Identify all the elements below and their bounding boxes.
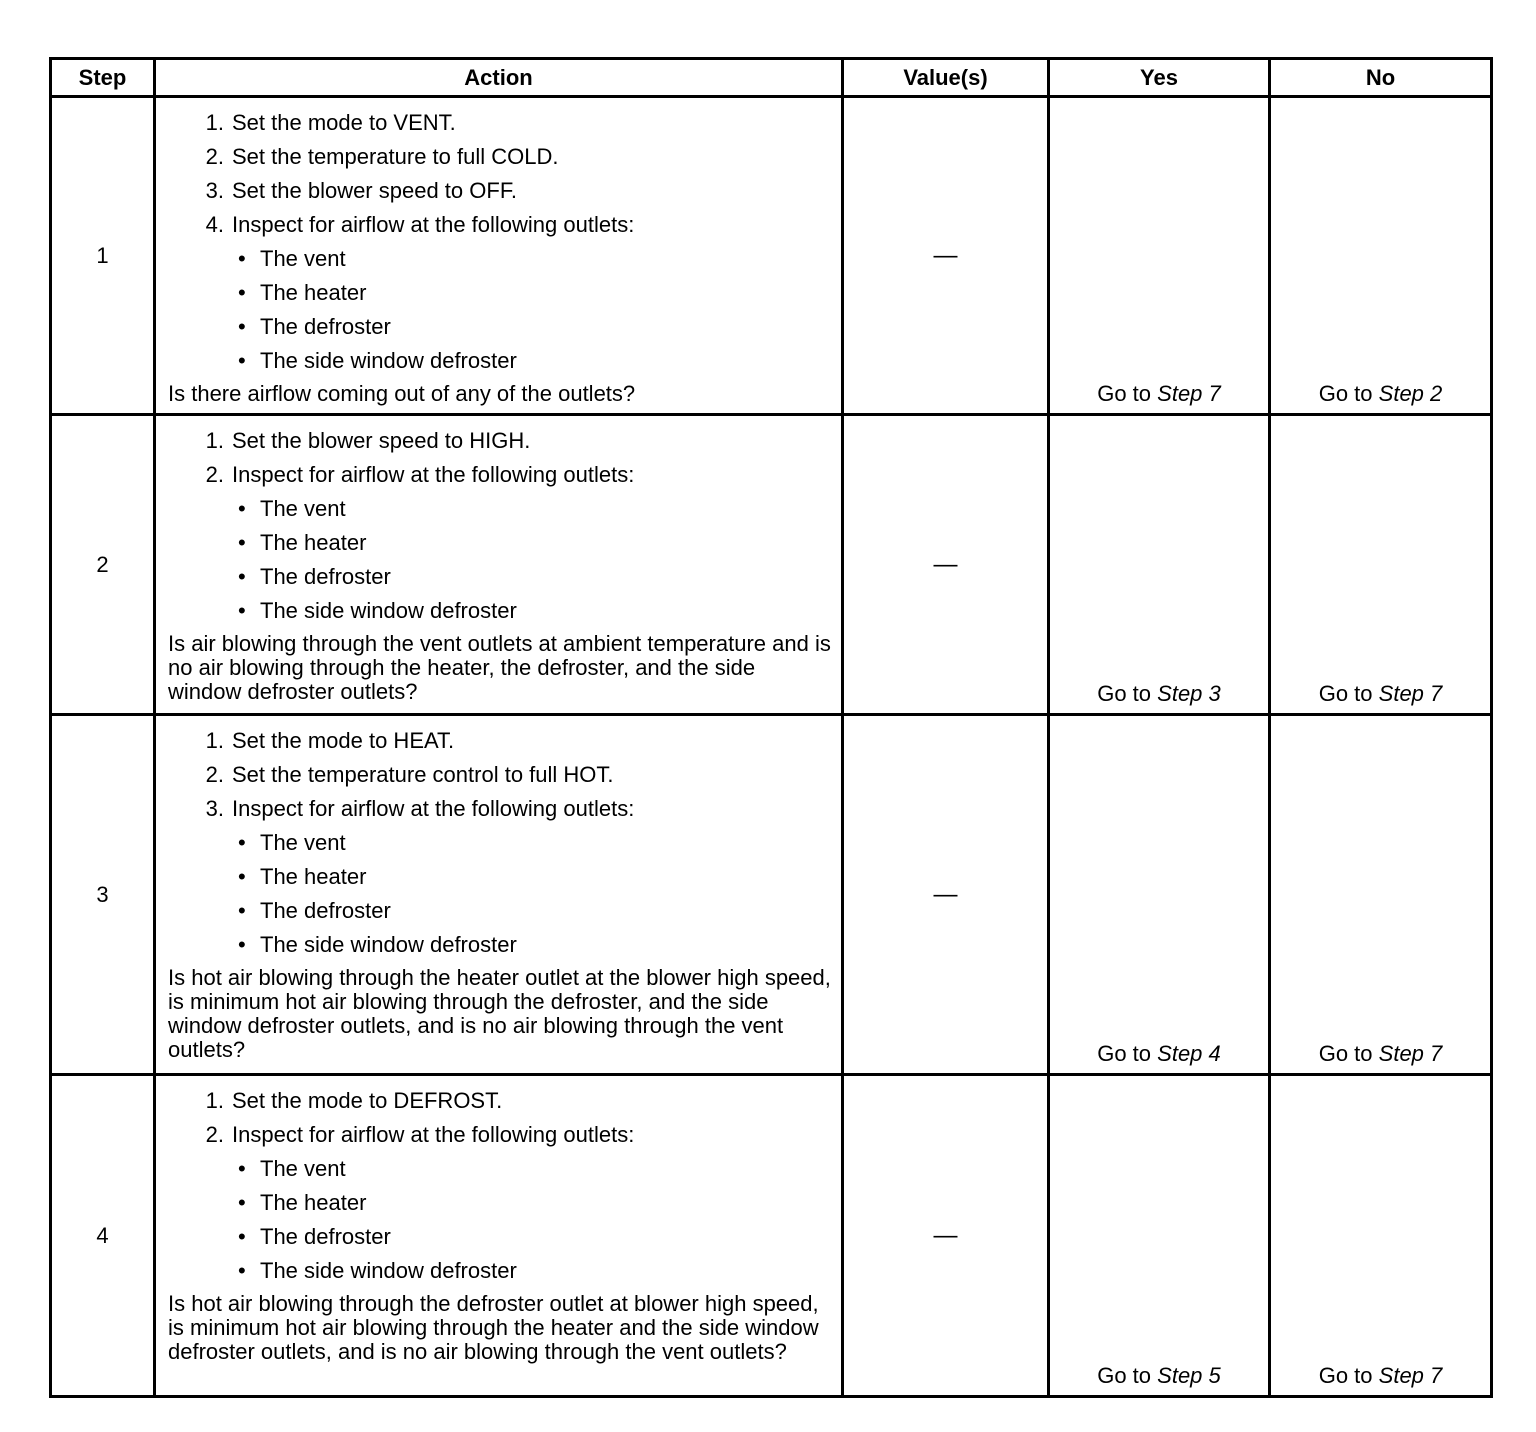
yes-cell [1049,1075,1270,1397]
outlet-text: The vent [260,830,346,855]
instruction-text: Inspect for airflow at the following outlets: [232,212,635,237]
outlet-item [168,894,831,928]
outlet-item [168,594,831,628]
table-header [51,59,1492,97]
instruction-item: 2. Set the temperature control to full HOT. [205,762,614,787]
bullet-icon: • [238,564,246,589]
value-cell: — [843,1075,1049,1397]
table-row [51,97,1492,415]
value-cell: — [843,415,1049,715]
step-number: 3 [51,715,155,1075]
instruction-text: Set the mode to HEAT. [232,728,455,753]
instruction-text: Inspect for airflow at the following outlets: [232,1122,635,1147]
no-prefix: Go to [1318,681,1373,706]
bullet-icon: • [238,530,246,555]
bullet-icon: • [238,496,246,521]
outlet-text: The defroster [260,564,391,589]
instruction-text: Set the blower speed to HIGH. [232,428,531,453]
outlet-item [168,492,831,526]
outlet-text: The vent [260,496,346,521]
instruction-item: 2. Inspect for airflow at the following outlets: [205,1122,635,1147]
instruction-text: Set the blower speed to OFF. [232,178,517,203]
no-prefix: Go to [1318,1363,1373,1388]
instruction-list [168,724,831,826]
bullet-icon: • [238,598,246,623]
outlet-item [168,242,831,276]
step-number: 1 [51,97,155,415]
instruction-list [168,106,831,242]
yes-prefix: Go to [1097,681,1152,706]
instruction-text: Set the temperature to full COLD. [232,144,559,169]
question-text: Is there airflow coming out of any of the outlets? [168,381,636,406]
outlet-text: The side window defroster [260,348,517,373]
instruction-text: Inspect for airflow at the following outlets: [232,462,635,487]
yes-step-link: Step 3 [1157,681,1221,706]
outlet-text: The heater [260,280,367,305]
table-body [51,97,1492,1397]
instruction-text: Inspect for airflow at the following outlets: [232,796,635,821]
action-cell [155,415,843,715]
outlet-text: The side window defroster [260,932,517,957]
value-cell: — [843,715,1049,1075]
outlet-text: The defroster [260,898,391,923]
instruction-text: Set the mode to VENT. [232,110,456,135]
step-number: 4 [51,1075,155,1397]
header-step: Step [51,59,155,97]
outlet-text: The side window defroster [260,598,517,623]
no-prefix: Go to [1318,381,1373,406]
outlet-item [168,310,831,344]
table-row [51,1075,1492,1397]
yes-cell [1049,715,1270,1075]
yes-prefix: Go to [1097,1041,1152,1066]
bullet-icon: • [238,1258,246,1283]
bullet-icon: • [238,280,246,305]
outlet-text: The heater [260,530,367,555]
no-cell [1270,97,1492,415]
yes-prefix: Go to [1097,381,1152,406]
outlet-text: The heater [260,864,367,889]
bullet-icon: • [238,898,246,923]
outlet-text: The vent [260,1156,346,1181]
instruction-item: 2. Set the temperature to full COLD. [205,144,559,169]
bullet-icon: • [238,830,246,855]
outlet-item [168,560,831,594]
instruction-list [168,1084,831,1152]
outlet-item [168,1152,831,1186]
yes-step-link: Step 7 [1157,381,1221,406]
outlet-item [168,860,831,894]
instruction-item: 4. Inspect for airflow at the following outlets: [205,212,635,237]
outlet-item [168,276,831,310]
bullet-icon: • [238,348,246,373]
outlet-item [168,344,831,378]
instruction-item: 2. Inspect for airflow at the following outlets: [205,462,635,487]
outlet-list [168,492,831,628]
header-yes: Yes [1049,59,1270,97]
outlet-text: The vent [260,246,346,271]
instruction-item: 1. Set the blower speed to HIGH. [205,428,531,453]
no-cell [1270,715,1492,1075]
outlet-list [168,242,831,378]
outlet-text: The side window defroster [260,1258,517,1283]
bullet-icon: • [238,932,246,957]
yes-step-link: Step 5 [1157,1363,1221,1388]
instruction-item: 1. Set the mode to VENT. [205,110,456,135]
outlet-item [168,526,831,560]
bullet-icon: • [238,246,246,271]
yes-cell [1049,415,1270,715]
question-text: Is air blowing through the vent outlets at ambient temperature and is no air blowing through the heater, the defroster, and the side window defroster outlets? [168,631,831,704]
outlet-item [168,928,831,962]
action-cell [155,1075,843,1397]
question-text: Is hot air blowing through the heater outlet at the blower high speed, is minimum hot air blowing through the defroster, and the side window defroster outlets, and is no air blowing through the vent outlets? [168,965,831,1062]
yes-step-link: Step 4 [1157,1041,1221,1066]
yes-cell [1049,97,1270,415]
bullet-icon: • [238,1156,246,1181]
no-step-link: Step 7 [1378,1041,1443,1066]
header-action: Action [155,59,843,97]
outlet-text: The defroster [260,314,391,339]
instruction-item: 1. Set the mode to HEAT. [205,728,455,753]
no-prefix: Go to [1318,1041,1373,1066]
outlet-item [168,1186,831,1220]
table-row [51,715,1492,1075]
instruction-text: Set the mode to DEFROST. [232,1088,503,1113]
header-no: No [1270,59,1492,97]
instruction-text: Set the temperature control to full HOT. [232,762,614,787]
no-step-link: Step 7 [1378,681,1443,706]
bullet-icon: • [238,1224,246,1249]
yes-prefix: Go to [1097,1363,1152,1388]
no-cell [1270,1075,1492,1397]
value-cell: — [843,97,1049,415]
header-values: Value(s) [843,59,1049,97]
outlet-list [168,1152,831,1288]
outlet-text: The defroster [260,1224,391,1249]
question-text: Is hot air blowing through the defroster outlet at blower high speed, is minimum hot air blowing through the heater and the side window defroster outlets, and is no air blowing through the vent outlets? [168,1291,819,1364]
outlet-list [168,826,831,962]
no-step-link: Step 7 [1378,1363,1443,1388]
no-step-link: Step 2 [1378,381,1443,406]
outlet-item [168,1254,831,1288]
instruction-item: 1. Set the mode to DEFROST. [205,1088,503,1113]
table-row [51,415,1492,715]
outlet-item [168,826,831,860]
outlet-item [168,1220,831,1254]
bullet-icon: • [238,1190,246,1215]
action-cell [155,715,843,1075]
instruction-item: 3. Set the blower speed to OFF. [205,178,517,203]
header-row [51,59,1492,97]
diagnostic-table [49,57,1493,1398]
instruction-item: 3. Inspect for airflow at the following outlets: [205,796,635,821]
step-number: 2 [51,415,155,715]
instruction-list [168,424,831,492]
outlet-text: The heater [260,1190,367,1215]
action-cell [155,97,843,415]
no-cell [1270,415,1492,715]
bullet-icon: • [238,864,246,889]
bullet-icon: • [238,314,246,339]
